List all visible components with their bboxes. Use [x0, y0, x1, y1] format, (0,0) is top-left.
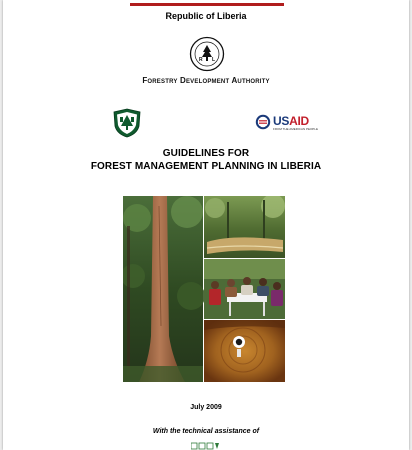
usaid-us: US	[273, 114, 290, 128]
republic-heading: Republic of Liberia	[165, 11, 247, 21]
header-rule	[130, 3, 284, 6]
document-page	[3, 0, 409, 450]
usaid-seal-icon	[255, 114, 271, 130]
partner-logo-icon	[191, 442, 221, 450]
seal-letter-right: L	[212, 57, 216, 63]
title-line-1: GUIDELINES FOR	[162, 148, 250, 159]
seal-letter-left: R	[199, 57, 203, 63]
forest-stream-photo	[204, 196, 285, 258]
us-forest-service-shield-icon	[113, 108, 141, 138]
title-line-2: FOREST MANAGEMENT PLANNING IN LIBERIA	[90, 161, 322, 172]
usaid-logo	[255, 113, 318, 133]
cover-photo-collage	[123, 196, 285, 382]
usaid-wordmark	[273, 114, 309, 128]
publication-date: July 2009	[190, 404, 222, 411]
tall-tree-trunk-photo	[123, 196, 205, 382]
tree-stump-marker-photo	[204, 320, 285, 382]
usaid-aid: AID	[289, 114, 309, 128]
assistance-line: With the technical assistance of	[152, 428, 260, 435]
usaid-tagline: FROM THE AMERICAN PEOPLE	[273, 127, 318, 131]
fda-seal-icon	[189, 36, 225, 72]
meeting-group-photo	[204, 259, 285, 319]
agency-name: Forestry Development Authority	[142, 76, 270, 85]
